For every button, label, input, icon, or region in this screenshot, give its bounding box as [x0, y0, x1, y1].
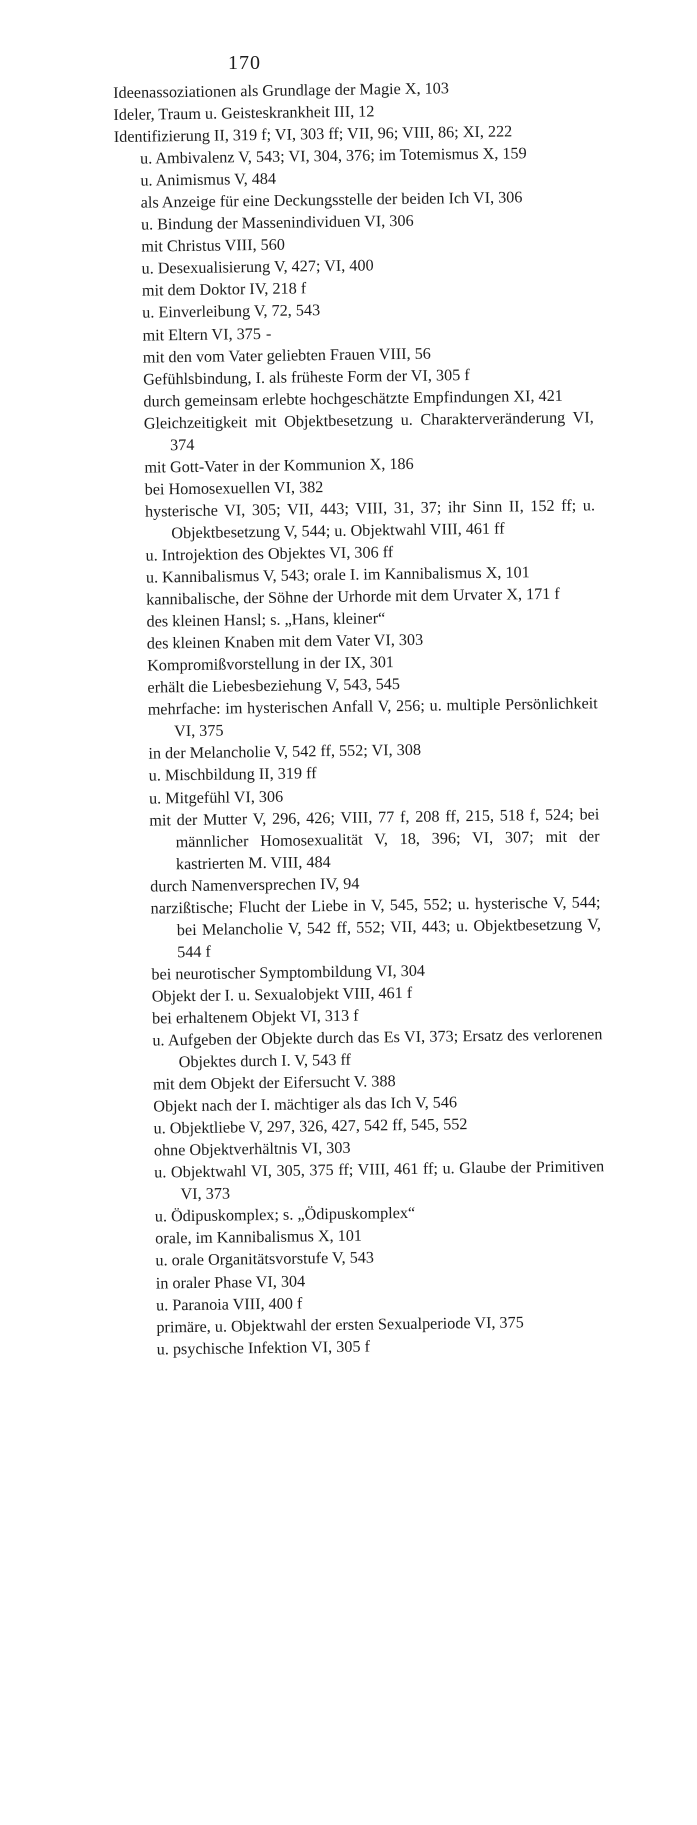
entry-text: mehrfache: im hysterischen Anfall V, 256; u. multiple Persönlichkeit VI, 375	[147, 694, 598, 741]
index-subentry	[126, 1023, 603, 1074]
entry-text: in oraler Phase VI, 304	[155, 1271, 306, 1293]
entry-text: u. Animismus V, 484	[140, 169, 277, 190]
entry-text: mit Christus VIII, 560	[141, 235, 286, 256]
entry-text: u. Mitgefühl VI, 306	[148, 787, 284, 808]
entry-text: u. Mischbildung II, 319 ff	[148, 764, 317, 786]
entry-text: durch Namenversprechen IV, 94	[150, 874, 360, 896]
page-number: 170	[228, 52, 261, 74]
entry-text: mit dem Objekt der Eifersucht V. 388	[152, 1072, 396, 1094]
entry-text: des kleinen Knaben mit dem Vater VI, 303	[146, 630, 424, 653]
entry-text: u. orale Organitätsvorstufe V, 543	[155, 1248, 375, 1271]
entry-text: u. Introjektion des Objektes VI, 306 ff	[145, 543, 394, 565]
entry-text: bei Homosexuellen VI, 382	[144, 477, 324, 499]
entry-text: Gefühlsbindung, I. als früheste Form der VI, 305 f	[143, 365, 470, 389]
entry-text: mit dem Doktor IV, 218 f	[141, 279, 307, 301]
index-subentry	[119, 494, 596, 545]
entry-text: u. Desexualisierung V, 427; VI, 400	[141, 256, 374, 278]
entry-text: narzißtische; Flucht der Liebe in V, 545, 552; u. hysterische V, 544; bei Melancholie V, 542 ff, 552; VII, 443; u. Objektbesetzung V, 544 f	[150, 893, 601, 962]
index-subentry	[128, 1156, 605, 1207]
entry-text: Ideenassoziationen als Grundlage der Magie X, 103	[113, 79, 450, 102]
entry-text: kannibalische, der Söhne der Urhorde mit dem Urvater X, 171 f	[146, 584, 560, 609]
index-subentry	[123, 803, 600, 876]
entry-text: ohne Objektverhältnis VI, 303	[153, 1139, 351, 1160]
stray-mark: -	[265, 324, 272, 343]
entry-text: u. Ambivalenz V, 543; VI, 304, 376; im Totemismus X, 159	[139, 144, 527, 168]
entry-text: Identifizierung II, 319 f; VI, 303 ff; VII, 96; VIII, 86; XI, 222	[113, 122, 513, 147]
entry-text: des kleinen Hansl; s. „Hans, kleiner“	[146, 609, 386, 631]
entry-text: u. Ödipuskomplex; s. „Ödipuskomplex“	[154, 1204, 416, 1226]
entry-text: Objekt der I. u. Sexualobjekt VIII, 461 f	[151, 983, 413, 1006]
entry-text: erhält die Liebesbeziehung V, 543, 545	[147, 675, 401, 697]
entry-text: Kompromißvorstellung in der IX, 301	[147, 653, 395, 675]
entry-text: mit den vom Vater geliebten Frauen VIII, 56	[142, 344, 431, 367]
index-subentry	[118, 406, 595, 457]
entry-text: u. Bindung der Massenindividuen VI, 306	[140, 212, 414, 234]
entry-text: bei erhaltenem Objekt VI, 313 f	[151, 1006, 359, 1028]
index-subentry	[122, 693, 599, 744]
entry-text: u. Aufgeben der Objekte durch das Es VI, 373; Ersatz des verlorenen Objektes durch I. V, 543 ff	[152, 1025, 603, 1072]
entry-text: bei neurotischer Symptombildung VI, 304	[151, 961, 426, 984]
entry-text: u. Kannibalismus V, 543; orale I. im Kannibalismus X, 101	[145, 563, 530, 587]
entry-text: als Anzeige für eine Deckungsstelle der beiden Ich VI, 306	[140, 188, 523, 212]
entry-text: mit der Mutter V, 296, 426; VIII, 77 f, 208 ff, 215, 518 f, 524; bei männlicher Homosexualität V, 18, 396; VI, 307; mit der kastrierten M. VIII, 484	[149, 804, 600, 873]
entry-text: hysterische VI, 305; VII, 443; VIII, 31, 37; ihr Sinn II, 152 ff; u. Objektbesetzung V, 544; u. Objektwahl VIII, 461 ff	[144, 496, 596, 543]
entry-text: primäre, u. Objektwahl der ersten Sexualperiode VI, 375	[156, 1313, 524, 1337]
entry-text: mit Eltern VI, 375	[142, 324, 262, 345]
entry-text: Ideler, Traum u. Geisteskrankheit III, 12	[113, 102, 375, 125]
entry-text: u. Objektwahl VI, 305, 375 ff; VIII, 461 ff; u. Glaube der Primitiven VI, 373	[154, 1157, 605, 1204]
entry-text: Objekt nach der I. mächtiger als das Ich V, 546	[153, 1093, 458, 1116]
entry-text: mit Gott-Vater in der Kommunion X, 186	[144, 454, 414, 477]
entry-text: orale, im Kannibalismus X, 101	[155, 1227, 363, 1248]
index-column	[113, 75, 607, 1360]
entry-text: durch gemeinsam erlebte hochgeschätzte Empfindungen XI, 421	[143, 386, 563, 411]
entry-text: u. Paranoia VIII, 400 f	[155, 1294, 303, 1315]
entry-text: u. psychische Infektion VI, 305 f	[156, 1337, 371, 1359]
entry-text: in der Melancholie V, 542 ff, 552; VI, 308	[148, 741, 422, 763]
index-subentry	[124, 891, 601, 964]
entry-text: u. Einverleibung V, 72, 543	[142, 301, 321, 323]
entry-text: Gleichzeitigkeit mit Objektbesetzung u. Charakterveränderung VI, 374	[143, 408, 594, 454]
entry-text: u. Objektliebe V, 297, 326, 427, 542 ff, 545, 552	[153, 1115, 468, 1138]
